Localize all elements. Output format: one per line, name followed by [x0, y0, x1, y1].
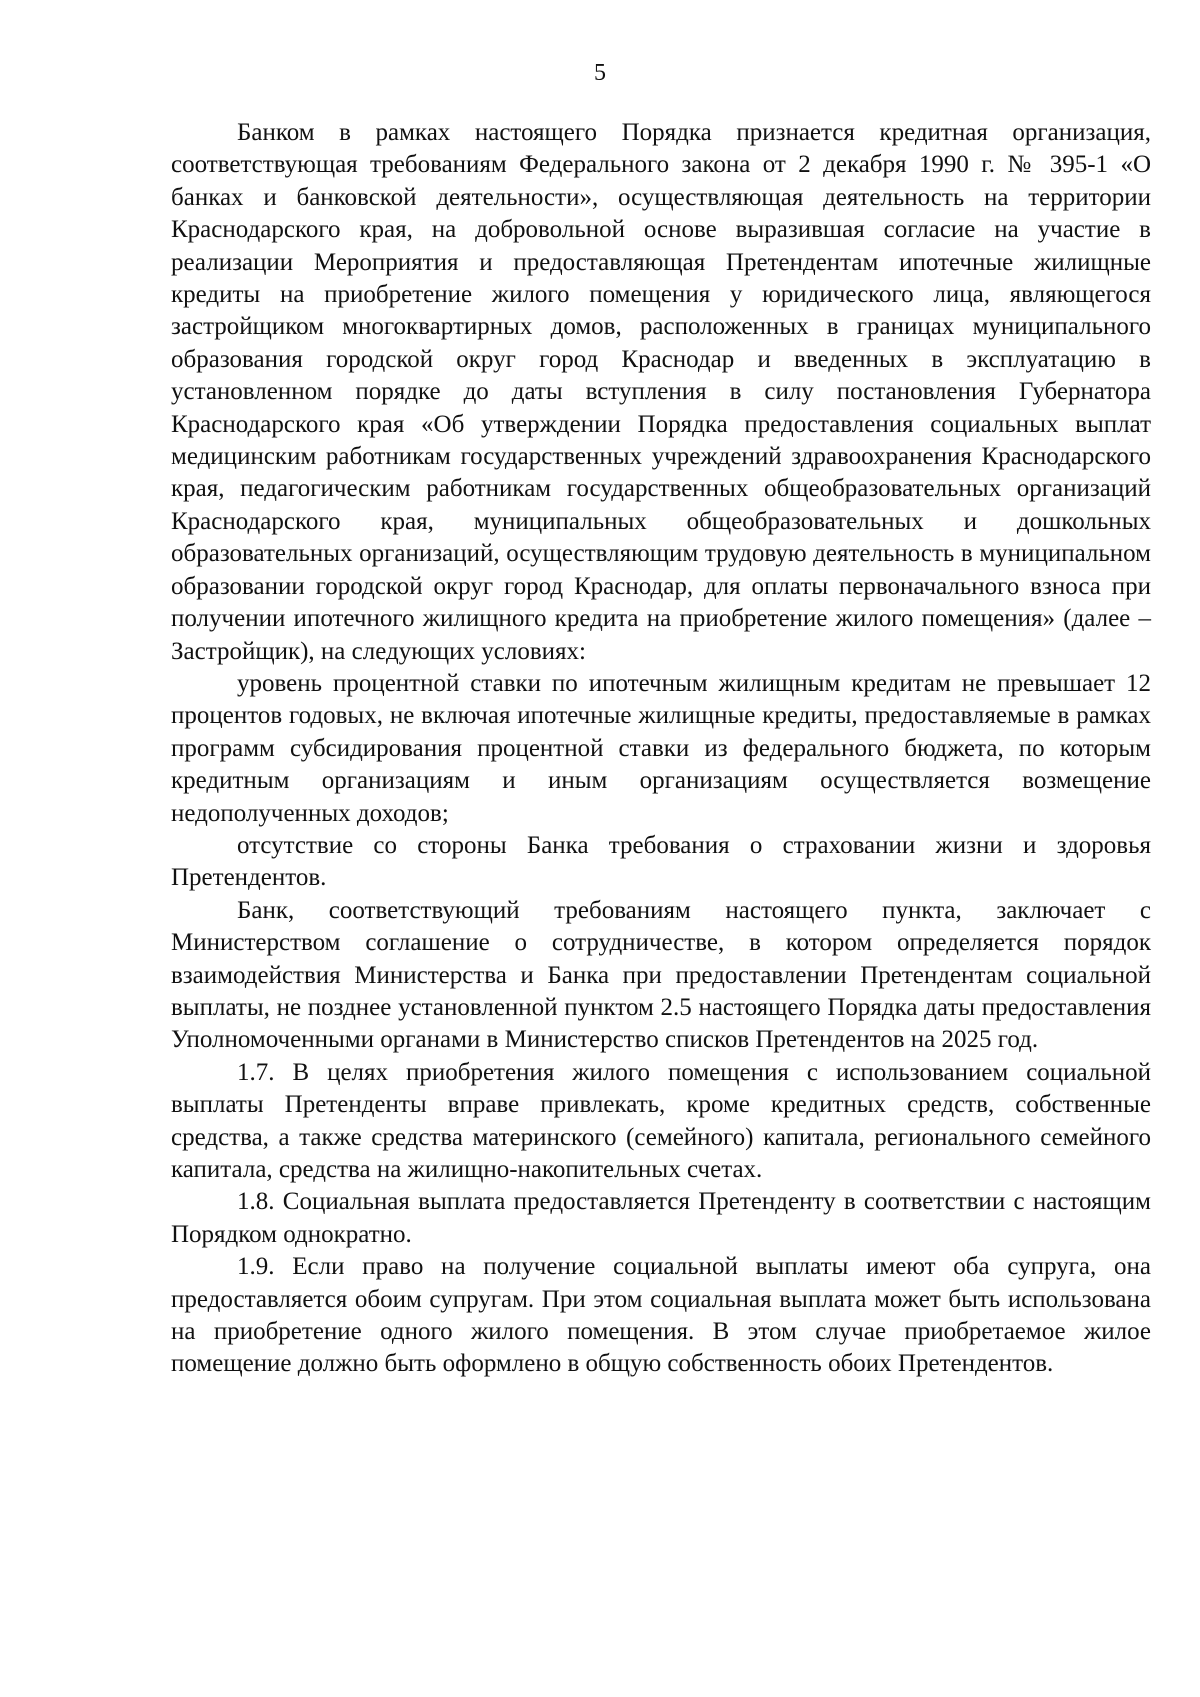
paragraph-clause-1-8: 1.8. Социальная выплата предоставляется Претенденту в соответствии с настоящим Порядком однократно. [171, 1188, 1151, 1248]
page-number: 5 [594, 60, 606, 86]
paragraph-clause-1-9: 1.9. Если право на получение социальной выплаты имеют оба супруга, она предоставляется обоим супругам. При этом социальная выплата может быть использована на приобретение одного жилого помещения. В этом случае приобретаемое жилое помещение должно быть оформлено в общую собственность обоих Претендентов. [171, 1253, 1151, 1378]
paragraph-bank-definition: Банком в рамках настоящего Порядка признается кредитная организация, соответствующая требованиям Федерального закона от 2 декабря 1990 г. № 395-1 «О банках и банковской деятельности», осуществляющая деятельность на территории Краснодарского края, на добровольной основе выразившая согласие на участие в реализации Мероприятия и предоставляющая Претендентам ипотечные жилищные кредиты на приобретение жилого помещения у юридического лица, являющегося застройщиком многоквартирных домов, расположенных в границах муниципального образования городской округ город Краснодар и введенных в эксплуатацию в установленном порядке до даты вступления в силу постановления Губернатора Краснодарского края «Об утверждении Порядка предоставления социальных выплат медицинским работникам государственных учреждений здравоохранения Краснодарского края, педагогическим работникам государственных общеобразовательных организаций Краснодарского края, муниципальных общеобразовательных и дошкольных образовательных организаций, осуществляющим трудовую деятельность в муниципальном образовании городской округ город Краснодар, для оплаты первоначального взноса при получении ипотечного жилищного кредита на приобретение жилого помещения» (далее – Застройщик), на следующих условиях: [171, 119, 1151, 665]
paragraph-cooperation-agreement: Банк, соответствующий требованиям настоящего пункта, заключает с Министерством соглашение о сотрудничестве, в котором определяется порядок взаимодействия Министерства и Банка при предоставлении Претендентам социальной выплаты, не позднее установленной пунктом 2.5 настоящего Порядка даты предоставления Уполномоченными органами в Министерство списков Претендентов на 2025 год. [171, 896, 1151, 1054]
paragraph-clause-1-7: 1.7. В целях приобретения жилого помещения с использованием социальной выплаты Претенденты вправе привлекать, кроме кредитных средств, собственные средства, а также средства материнского (семейного) капитала, регионального семейного капитала, средства на жилищно-накопительных счетах. [171, 1058, 1151, 1183]
paragraph-insurance-condition: отсутствие со стороны Банка требования о страховании жизни и здоровья Претендентов. [171, 831, 1151, 892]
document-body [171, 117, 1151, 1381]
paragraph-interest-rate-condition: уровень процентной ставки по ипотечным жилищным кредитам не превышает 12 процентов годовых, не включая ипотечные жилищные кредиты, предоставляемые в рамках программ субсидирования процентной ставки из федерального бюджета, по которым кредитным организациям и иным организациям осуществляется возмещение недополученных доходов; [171, 669, 1151, 827]
